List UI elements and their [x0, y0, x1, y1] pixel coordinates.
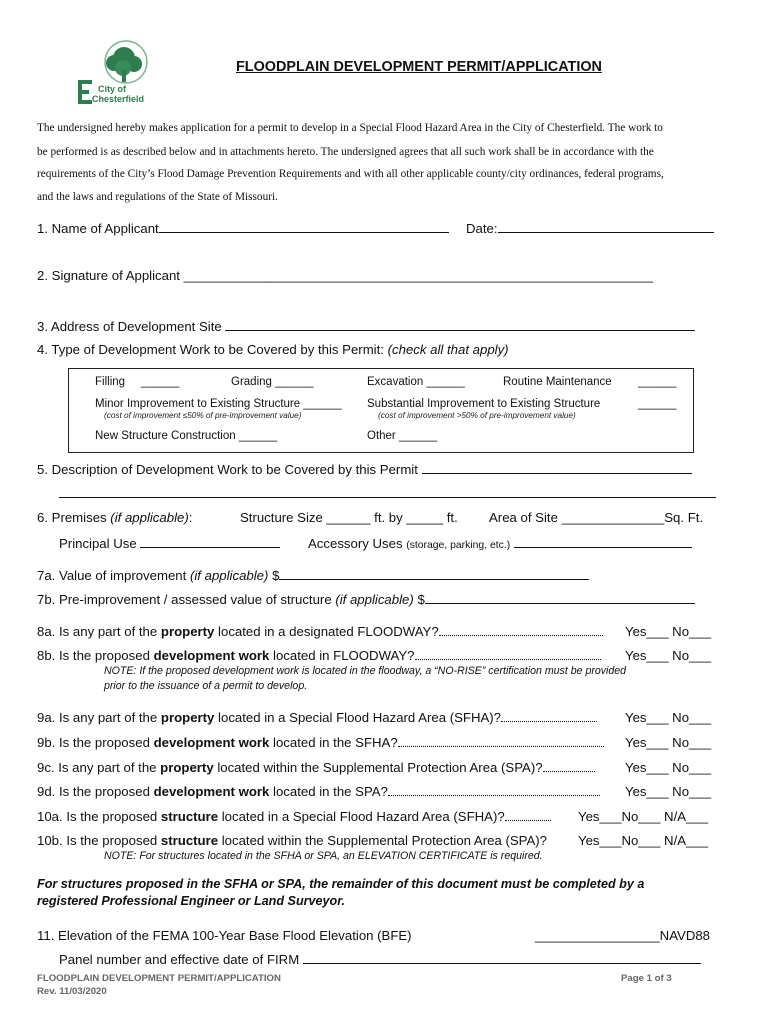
intro-line-3: requirements of the City’s Flood Damage Prevention Requirements and with all other applicable county/city ordinances, federal programs, [37, 168, 664, 180]
q8b-post: located in FLOODWAY? [269, 648, 415, 663]
q10b-bold: structure [160, 833, 219, 848]
q8a-question [37, 624, 603, 639]
accessory-use-label: Accessory Uses [308, 536, 403, 551]
q6-row [37, 510, 192, 525]
principal-use-field[interactable] [140, 535, 280, 548]
q10a-post: located in a Special Flood Hazard Area (SFHA)? [218, 809, 505, 824]
q9c-leader [543, 760, 595, 772]
q9a-question [37, 710, 597, 725]
q9d-yes-no[interactable]: Yes___ No___ [625, 784, 712, 799]
q4-note: (check all that apply) [387, 342, 509, 357]
accessory-use-note: (storage, parking, etc.) [406, 540, 511, 551]
q7b-applicable: (if applicable) [335, 592, 414, 607]
q3-label: 3. Address of Development Site [37, 319, 222, 334]
date-field[interactable] [498, 220, 714, 233]
q8a-post: located in a designated FLOODWAY? [214, 624, 439, 639]
site-area-field[interactable]: Area of Site ______________Sq. Ft. [489, 510, 704, 525]
footer-title: FLOODPLAIN DEVELOPMENT PERMIT/APPLICATION [37, 973, 281, 984]
q6-applicable: (if applicable) [110, 510, 189, 525]
address-field[interactable] [225, 318, 695, 331]
intro-line-4: and the laws and regulations of the State of Missouri. [37, 191, 278, 203]
q1-row [37, 220, 449, 236]
engineer-note-line-1: For structures proposed in the SFHA or SPA, the remainder of this document must be completed by a [37, 877, 645, 891]
q1-label: 1. Name of Applicant [37, 221, 159, 236]
q10b-post: located within the Supplemental Protection Area (SPA)? [218, 833, 547, 848]
q10a-leader [505, 809, 551, 821]
applicant-name-field[interactable] [159, 220, 449, 233]
q8b-leader [415, 648, 601, 660]
q9a-leader [501, 710, 597, 722]
q8a-yes-no[interactable]: Yes___ No___ [625, 624, 712, 639]
q10a-question [37, 809, 551, 824]
q10b-question [37, 833, 547, 848]
q9b-yes-no[interactable]: Yes___ No___ [625, 735, 712, 750]
description-field-1[interactable] [422, 461, 692, 474]
option-substantial-blank[interactable]: ______ [638, 398, 677, 410]
q8b-bold: development work [153, 648, 270, 663]
page-title: FLOODPLAIN DEVELOPMENT PERMIT/APPLICATION [236, 59, 602, 75]
note10: NOTE: For structures located in the SFHA or SPA, an ELEVATION CERTIFICATE is required. [104, 850, 543, 862]
q7b-label: 7b. Pre-improvement / assessed value of structure [37, 592, 332, 607]
q8b-yes-no[interactable]: Yes___ No___ [625, 648, 712, 663]
q6-label: 6. Premises [37, 510, 107, 525]
principal-use-row [59, 535, 280, 551]
q9d-leader [388, 784, 600, 796]
structure-size-field[interactable]: Structure Size ______ ft. by _____ ft. [240, 510, 458, 525]
option-new[interactable]: New Structure Construction ______ [95, 430, 278, 442]
logo-line1: City of [98, 84, 126, 94]
date-label: Date: [466, 221, 498, 236]
logo-line2: Chesterfield [92, 94, 145, 104]
q7a-dollar: $ [272, 568, 280, 583]
pre-improvement-value-field[interactable] [425, 591, 695, 604]
q7a-row [37, 567, 589, 583]
q7a-applicable: (if applicable) [189, 568, 269, 583]
footer-rev: Rev. 11/03/2020 [37, 986, 107, 997]
q8b-pre: 8b. Is the proposed [37, 648, 154, 663]
q9a-post: located in a Special Flood Hazard Area (SFHA)? [214, 710, 501, 725]
q9b-leader [398, 735, 604, 747]
q9b-post: located in the SFHA? [269, 735, 398, 750]
option-other[interactable]: Other ______ [367, 430, 438, 442]
q7b-row [37, 591, 695, 607]
q8a-leader [439, 624, 603, 636]
q9b-pre: 9b. Is the proposed [37, 735, 154, 750]
q11-label: 11. Elevation of the FEMA 100-Year Base Flood Elevation (BFE) [37, 928, 412, 943]
city-logo [76, 40, 156, 106]
note8-line-2: prior to the issuance of a permit to develop. [104, 680, 308, 692]
firm-field[interactable] [303, 951, 701, 964]
q3-row [37, 318, 695, 334]
q7a-label: 7a. Value of improvement [37, 568, 187, 583]
q4-label: 4. Type of Development Work to be Covered by this Permit: [37, 342, 384, 357]
intro-line-1: The undersigned hereby makes application for a permit to develop in a Special Flood Hazard Area in the City of Chesterfield. The work to [37, 122, 663, 134]
option-routine-blank[interactable]: ______ [638, 376, 677, 388]
description-field-2[interactable] [59, 485, 716, 498]
q10a-bold: structure [160, 809, 219, 824]
q4-row [37, 342, 509, 357]
improvement-value-field[interactable] [279, 567, 589, 580]
substantial-note: (cost of improvement >50% of pre-improvement value) [378, 411, 576, 420]
q9b-question [37, 735, 604, 750]
minor-note: (cost of improvement ≤50% of pre-improvement value) [104, 411, 302, 420]
q9c-bold: property [160, 760, 214, 775]
q9c-post: located within the Supplemental Protection Area (SPA)? [213, 760, 543, 775]
firm-row [59, 951, 701, 967]
q9c-yes-no[interactable]: Yes___ No___ [625, 760, 712, 775]
q9b-bold: development work [153, 735, 270, 750]
q7b-dollar: $ [417, 592, 425, 607]
option-filling-blank[interactable]: ______ [141, 376, 180, 388]
q10a-pre: 10a. Is the proposed [37, 809, 161, 824]
principal-use-label: Principal Use [59, 536, 137, 551]
engineer-note-line-2: registered Professional Engineer or Land Surveyor. [37, 894, 345, 908]
q8a-pre: 8a. Is any part of the [37, 624, 161, 639]
q9c-pre: 9c. Is any part of the [37, 760, 161, 775]
q5-row [37, 461, 692, 477]
q10b-yes-no[interactable]: Yes___No___ N/A___ [578, 833, 709, 848]
note8-line-1: NOTE: If the proposed development work is located in the floodway, a “NO-RISE” certification must be provided [104, 665, 627, 677]
q1-date-row [466, 220, 714, 236]
firm-label: Panel number and effective date of FIRM [59, 952, 300, 967]
option-grading[interactable]: Grading ______ [231, 376, 314, 388]
option-filling[interactable]: Filling [95, 376, 126, 388]
q9c-question [37, 760, 595, 775]
q9d-post: located in the SPA? [269, 784, 388, 799]
option-minor[interactable]: Minor Improvement to Existing Structure ______ [95, 398, 342, 410]
q8b-question [37, 648, 601, 663]
q6-colon: : [188, 510, 193, 525]
accessory-use-row [308, 535, 692, 551]
option-routine[interactable]: Routine Maintenance [503, 376, 612, 388]
option-excavation[interactable]: Excavation ______ [367, 376, 465, 388]
q9a-pre: 9a. Is any part of the [37, 710, 161, 725]
q10a-yes-no[interactable]: Yes___No___ N/A___ [578, 809, 709, 824]
accessory-use-field[interactable] [514, 535, 692, 548]
q9a-bold: property [160, 710, 215, 725]
q9d-question [37, 784, 600, 799]
q9a-yes-no[interactable]: Yes___ No___ [625, 710, 712, 725]
signature-field[interactable]: 2. Signature of Applicant ________________________________________________________________ [37, 268, 654, 283]
bfe-field[interactable]: _________________NAVD88 [535, 928, 711, 943]
q8a-bold: property [160, 624, 215, 639]
q5-label: 5. Description of Development Work to be Covered by this Permit [37, 462, 418, 477]
q10b-pre: 10b. Is the proposed [37, 833, 161, 848]
q9d-pre: 9d. Is the proposed [37, 784, 154, 799]
option-substantial[interactable]: Substantial Improvement to Existing Structure [367, 398, 601, 410]
q9d-bold: development work [153, 784, 270, 799]
intro-line-2: be performed is as described below and in attachments hereto. The undersigned agrees that all such work shall be in accordance with the [37, 146, 654, 158]
footer-page: Page 1 of 3 [621, 973, 672, 984]
